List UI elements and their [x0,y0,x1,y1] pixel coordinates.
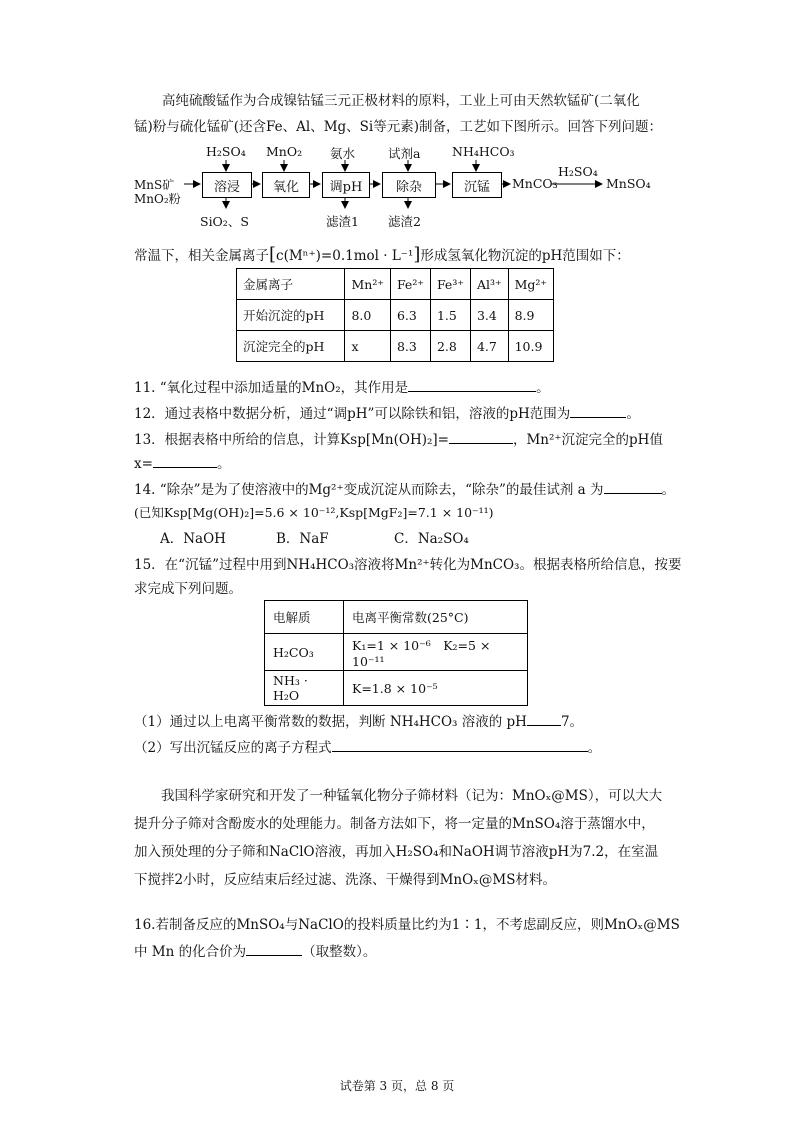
table-cell: 沉淀完全的pH [237,331,345,362]
flow-residue-sio2-s: SiO₂、S [200,214,249,229]
flow-arrow-reagent-h2so4: H₂SO₄ [558,164,598,179]
table-cell: NH₃ · H₂O [265,671,344,706]
question-15-1-text: （1）通过以上电离平衡常数的数据，判断 NH₄HCO₃ 溶液的 pH [134,714,527,730]
table-cell: 2.8 [430,331,470,362]
flow-step-mn-precipitation: 沉锰 [452,172,502,198]
answer-blank-16[interactable] [246,942,302,956]
table-row [265,634,528,671]
flow-reagent-a: 试剂a [388,146,421,161]
question-16-end: （取整数）。 [302,944,377,960]
table-header: Fe²⁺ [390,269,430,300]
question-12 [134,404,640,423]
flow-reagent-ammonia: 氨水 [330,146,356,161]
question-13-line-2 [134,454,230,473]
answer-blank-13b[interactable] [153,454,217,468]
table-cell: 开始沉淀的pH [237,300,345,331]
material-paragraph: 我国科学家研究和开发了一种锰氧化物分子筛材料（记为：MnOₓ@MS），可以大大提升分子筛对含酚废水的处理能力。制备方法如下，将一定量的MnSO₄溶于蒸馏水中，加入预处理的分子筛和NaClO溶液，再加入H₂SO₄和NaOH调节溶液pH为7.2，在室温下搅拌2小时，反应结束后经过滤、洗涤、干燥得到MnOₓ@MS材料。 [134,788,663,888]
flow-product-mnso4: MnSO₄ [606,176,651,191]
table-cell: 1.5 [430,300,470,331]
table-row [265,601,528,634]
question-12-text: 12．通过表格中数据分析，通过“调pH”可以除铁和铝，溶液的pH范围为 [134,406,571,422]
table-row [237,300,554,331]
table-cell: 4.7 [470,331,508,362]
table-header: 电离平衡常数(25°C) [344,601,528,634]
answer-blank-15-2[interactable] [332,738,588,752]
question-13-text: 13．根据表格中所给的信息，计算Ksp[Mn(OH)₂]= [134,432,449,448]
intro-line-1: 高纯硫酸锰作为合成镍钴锰三元正极材料的原料，工业上可由天然软锰矿(二氧化 [162,93,640,109]
flow-step-adjust-ph: 调pH [322,172,370,198]
question-14-text: 14. “除杂”是为了使溶液中的Mg²⁺变成沉淀从而除去，“除杂”的最佳试剂 a 为 [134,482,604,498]
table-header: 金属离子 [237,269,345,300]
question-16-line-2 [134,942,376,961]
table-cell: x [345,331,390,362]
answer-blank-14[interactable] [604,480,662,494]
question-15-line-1: 15．在“沉锰”过程中用到NH₄HCO₃溶液将Mn²⁺转化为MnCO₃。根据表格所给信息，按要 [134,557,682,573]
question-14-end: 。 [661,482,675,498]
flow-product-mnco3: MnCO₃ [512,176,558,191]
flow-input-mns: MnS矿 [134,178,175,192]
flow-step-oxidation: 氧化 [262,172,310,198]
precipitation-ph-table [236,268,554,362]
flow-reagent-nh4hco3: NH₄HCO₃ [452,144,515,159]
table-header: Fe³⁺ [430,269,470,300]
flow-step-leaching: 溶浸 [202,172,252,198]
intro-line-2: 锰)粉与硫化锰矿(还含Fe、Al、Mg、Si等元素)制备，工艺如下图所示。回答下列问题： [134,119,663,135]
question-13-end: 。 [216,456,231,472]
question-16-line-1: 16.若制备反应的MnSO₄与NaClO的投料质量比约为1∶1，不考虑副反应，则MnOₓ@MS [134,917,680,933]
condition-prefix: 常温下，相关金属离子 [134,248,269,264]
question-11-end: 。 [536,380,550,396]
flow-reagent-h2so4: H₂SO₄ [206,144,246,159]
flow-residue-2: 滤渣2 [388,214,421,229]
answer-blank-13a[interactable] [449,430,513,444]
table-row [237,331,554,362]
flow-step-impurity-removal: 除杂 [382,172,436,198]
question-11-text: 11. “氧化过程中添加适量的MnO₂，其作用是 [134,380,409,396]
answer-blank-15-1[interactable] [527,712,561,726]
table-row [265,671,528,706]
table-cell: H₂CO₃ [265,634,344,671]
table-header: 电解质 [265,601,344,634]
table-cell: 8.0 [345,300,390,331]
process-flow-diagram [134,142,694,238]
flow-input-mno2: MnO₂粉 [134,192,181,206]
question-14-option-c: C．Na₂SO₄ [394,531,469,547]
answer-blank-12[interactable] [570,404,626,418]
condition-formula: c(Mⁿ⁺)=0.1mol · L⁻¹ [276,248,414,264]
table-cell: 8.3 [390,331,430,362]
question-13-x-label: x= [134,456,153,472]
question-15-line-2: 求完成下列问题。 [134,581,242,597]
question-14-option-a: A．NaOH [160,531,226,547]
table-header: Mg²⁺ [508,269,553,300]
table-cell: 8.9 [508,300,553,331]
flow-reagent-mno2: MnO₂ [266,144,303,159]
question-14-option-b: B．NaF [276,531,329,547]
question-14-given: (已知Ksp[Mg(OH)₂]=5.6 × 10⁻¹²,Ksp[MgF₂]=7.1 × 10⁻¹¹) [134,505,494,520]
ionization-constant-table [264,600,528,706]
question-14 [134,480,675,499]
condition-suffix: 形成氢氧化物沉淀的pH范围如下： [420,248,630,264]
question-15-2-end: 。 [587,740,602,756]
question-13-mid: ，Mn²⁺沉淀完全的pH值 [512,432,663,448]
page-footer: 试卷第 3 页，总 8 页 [339,1079,455,1093]
table-cell: 10.9 [508,331,553,362]
question-15-1-end: 7。 [560,714,584,730]
table-header: Al³⁺ [470,269,508,300]
question-15-2 [134,738,601,757]
question-15-1 [134,712,583,731]
question-15-2-text: （2）写出沉锰反应的离子方程式 [134,740,332,756]
flow-residue-1: 滤渣1 [326,214,359,229]
question-11 [134,378,550,397]
table-cell: K₁=1 × 10⁻⁶ K₂=5 × 10⁻¹¹ [344,634,528,671]
table-header: Mn²⁺ [345,269,390,300]
table-cell: K=1.8 × 10⁻⁵ [344,671,528,706]
question-13 [134,430,663,449]
table-row [237,269,554,300]
answer-blank-11[interactable] [408,378,536,392]
question-12-end: 。 [626,406,640,422]
table-cell: 6.3 [390,300,430,331]
question-16-text: 中 Mn 的化合价为 [134,944,247,960]
table-cell: 3.4 [470,300,508,331]
condition-line: 常温下，相关金属离子[c(Mⁿ⁺)=0.1mol · L⁻¹]形成氢氧化物沉淀的pH范围如下： [134,244,630,265]
